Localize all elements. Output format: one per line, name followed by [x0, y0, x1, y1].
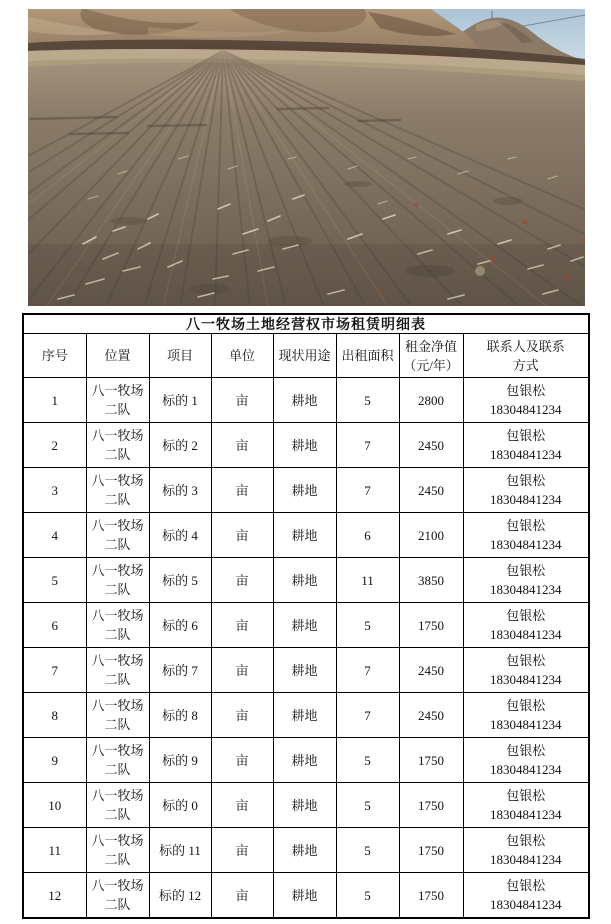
cell-rent: 2800: [399, 378, 463, 423]
cell-location: 八一牧场 二队: [86, 558, 149, 603]
cell-rent: 1750: [399, 738, 463, 783]
cell-area: 5: [336, 738, 399, 783]
cell-item: 标的 7: [149, 648, 211, 693]
cell-index: 6: [23, 603, 86, 648]
cell-location: 八一牧场 二队: [86, 648, 149, 693]
cell-unit: 亩: [211, 603, 273, 648]
cell-index: 5: [23, 558, 86, 603]
col-header-item: 项目: [149, 334, 211, 378]
cell-item: 标的 0: [149, 783, 211, 828]
cell-unit: 亩: [211, 783, 273, 828]
cell-use: 耕地: [273, 648, 336, 693]
cell-item: 标的 2: [149, 423, 211, 468]
cell-contact: 包银松 18304841234: [463, 378, 589, 423]
cell-use: 耕地: [273, 693, 336, 738]
cell-unit: 亩: [211, 558, 273, 603]
cell-rent: 3850: [399, 558, 463, 603]
cell-contact: 包银松 18304841234: [463, 648, 589, 693]
cell-use: 耕地: [273, 378, 336, 423]
cell-use: 耕地: [273, 603, 336, 648]
cell-contact: 包银松 18304841234: [463, 738, 589, 783]
cell-area: 7: [336, 648, 399, 693]
cell-area: 7: [336, 468, 399, 513]
cell-use: 耕地: [273, 783, 336, 828]
cell-contact: 包银松 18304841234: [463, 783, 589, 828]
cell-location: 八一牧场 二队: [86, 693, 149, 738]
cell-index: 10: [23, 783, 86, 828]
cell-location: 八一牧场 二队: [86, 603, 149, 648]
cell-area: 5: [336, 873, 399, 919]
cell-index: 8: [23, 693, 86, 738]
cell-use: 耕地: [273, 468, 336, 513]
cell-location: 八一牧场 二队: [86, 468, 149, 513]
cell-area: 7: [336, 423, 399, 468]
cell-area: 5: [336, 378, 399, 423]
cell-area: 11: [336, 558, 399, 603]
cell-area: 7: [336, 693, 399, 738]
cell-location: 八一牧场 二队: [86, 513, 149, 558]
cell-contact: 包银松 18304841234: [463, 423, 589, 468]
cell-item: 标的 12: [149, 873, 211, 919]
cell-index: 1: [23, 378, 86, 423]
cell-rent: 1750: [399, 873, 463, 919]
cell-area: 5: [336, 783, 399, 828]
cell-item: 标的 1: [149, 378, 211, 423]
cell-item: 标的 6: [149, 603, 211, 648]
cell-contact: 包银松 18304841234: [463, 513, 589, 558]
cell-unit: 亩: [211, 738, 273, 783]
cell-unit: 亩: [211, 423, 273, 468]
cell-rent: 2100: [399, 513, 463, 558]
table-row: [23, 873, 589, 919]
cell-location: 八一牧场 二队: [86, 873, 149, 919]
cell-use: 耕地: [273, 738, 336, 783]
cell-rent: 1750: [399, 828, 463, 873]
cell-index: 12: [23, 873, 86, 919]
cell-rent: 2450: [399, 693, 463, 738]
field-photo-image: [28, 9, 585, 306]
cell-location: 八一牧场 二队: [86, 378, 149, 423]
cell-index: 3: [23, 468, 86, 513]
cell-unit: 亩: [211, 648, 273, 693]
cell-index: 9: [23, 738, 86, 783]
cell-unit: 亩: [211, 468, 273, 513]
cell-location: 八一牧场 二队: [86, 828, 149, 873]
table-row: [23, 378, 589, 423]
table-title: 八一牧场土地经营权市场租赁明细表: [23, 314, 589, 334]
cell-index: 11: [23, 828, 86, 873]
cell-item: 标的 5: [149, 558, 211, 603]
cell-item: 标的 9: [149, 738, 211, 783]
cell-use: 耕地: [273, 873, 336, 919]
cell-contact: 包银松 18304841234: [463, 603, 589, 648]
col-header-area: 出租面积: [336, 334, 399, 378]
cell-index: 7: [23, 648, 86, 693]
col-header-use: 现状用途: [273, 334, 336, 378]
cell-location: 八一牧场 二队: [86, 423, 149, 468]
cell-item: 标的 11: [149, 828, 211, 873]
col-header-contact: 联系人及联系 方式: [463, 334, 589, 378]
table-body: [23, 378, 589, 919]
table-row: [23, 828, 589, 873]
cell-rent: 2450: [399, 423, 463, 468]
cell-use: 耕地: [273, 828, 336, 873]
table-row: [23, 648, 589, 693]
table-header-row: [23, 334, 589, 378]
cell-item: 标的 8: [149, 693, 211, 738]
col-header-unit: 单位: [211, 334, 273, 378]
cell-unit: 亩: [211, 693, 273, 738]
col-header-rent: 租金净值 （元/年）: [399, 334, 463, 378]
table-row: [23, 468, 589, 513]
cell-contact: 包银松 18304841234: [463, 828, 589, 873]
cell-use: 耕地: [273, 558, 336, 603]
cell-contact: 包银松 18304841234: [463, 693, 589, 738]
table-row: [23, 693, 589, 738]
cell-location: 八一牧场 二队: [86, 738, 149, 783]
table-row: [23, 738, 589, 783]
cell-rent: 2450: [399, 648, 463, 693]
lease-table: [22, 313, 590, 919]
cell-unit: 亩: [211, 513, 273, 558]
cell-rent: 1750: [399, 603, 463, 648]
cell-area: 6: [336, 513, 399, 558]
cell-contact: 包银松 18304841234: [463, 558, 589, 603]
cell-use: 耕地: [273, 513, 336, 558]
table-row: [23, 783, 589, 828]
cell-contact: 包银松 18304841234: [463, 873, 589, 919]
cell-item: 标的 3: [149, 468, 211, 513]
col-header-index: 序号: [23, 334, 86, 378]
cell-area: 5: [336, 603, 399, 648]
table-row: [23, 423, 589, 468]
cell-area: 5: [336, 828, 399, 873]
table-row: [23, 558, 589, 603]
cell-item: 标的 4: [149, 513, 211, 558]
col-header-location: 位置: [86, 334, 149, 378]
cell-rent: 2450: [399, 468, 463, 513]
field-photo: [28, 9, 585, 306]
cell-location: 八一牧场 二队: [86, 783, 149, 828]
cell-unit: 亩: [211, 828, 273, 873]
cell-use: 耕地: [273, 423, 336, 468]
cell-contact: 包银松 18304841234: [463, 468, 589, 513]
table-row: [23, 513, 589, 558]
cell-index: 4: [23, 513, 86, 558]
cell-index: 2: [23, 423, 86, 468]
cell-unit: 亩: [211, 873, 273, 919]
table-row: [23, 603, 589, 648]
table-title-row: [23, 314, 589, 334]
cell-unit: 亩: [211, 378, 273, 423]
cell-rent: 1750: [399, 783, 463, 828]
